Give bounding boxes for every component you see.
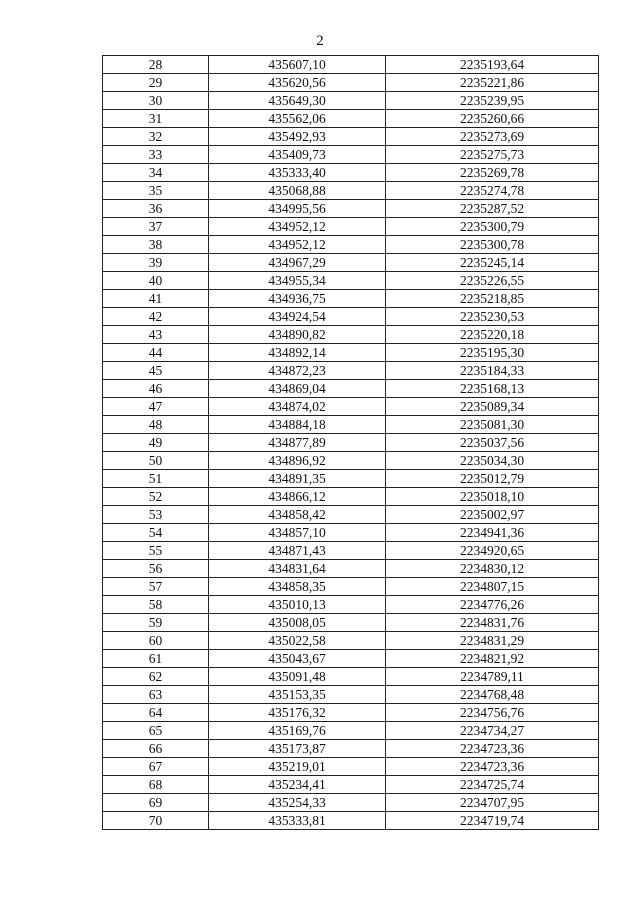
- x-coordinate-cell: 434890,82: [209, 326, 386, 344]
- table-row: [103, 524, 599, 542]
- point-number-cell: 45: [103, 362, 209, 380]
- x-coordinate-cell: 435176,32: [209, 704, 386, 722]
- point-number-cell: 53: [103, 506, 209, 524]
- x-coordinate-cell: 435492,93: [209, 128, 386, 146]
- y-coordinate-cell: 2234830,12: [386, 560, 599, 578]
- table-row: [103, 182, 599, 200]
- y-coordinate-cell: 2234831,29: [386, 632, 599, 650]
- table-row: [103, 506, 599, 524]
- x-coordinate-cell: 434874,02: [209, 398, 386, 416]
- point-number-cell: 54: [103, 524, 209, 542]
- y-coordinate-cell: 2235275,73: [386, 146, 599, 164]
- x-coordinate-cell: 435173,87: [209, 740, 386, 758]
- y-coordinate-cell: 2235193,64: [386, 56, 599, 74]
- y-coordinate-cell: 2235245,14: [386, 254, 599, 272]
- x-coordinate-cell: 434967,29: [209, 254, 386, 272]
- point-number-cell: 31: [103, 110, 209, 128]
- y-coordinate-cell: 2235260,66: [386, 110, 599, 128]
- point-number-cell: 34: [103, 164, 209, 182]
- x-coordinate-cell: 435620,56: [209, 74, 386, 92]
- table-row: [103, 74, 599, 92]
- point-number-cell: 49: [103, 434, 209, 452]
- table-row: [103, 128, 599, 146]
- point-number-cell: 47: [103, 398, 209, 416]
- y-coordinate-cell: 2235220,18: [386, 326, 599, 344]
- point-number-cell: 41: [103, 290, 209, 308]
- y-coordinate-cell: 2234776,26: [386, 596, 599, 614]
- table-row: [103, 668, 599, 686]
- coordinates-table-body: [103, 56, 599, 830]
- x-coordinate-cell: 435091,48: [209, 668, 386, 686]
- table-row: [103, 488, 599, 506]
- x-coordinate-cell: 434858,42: [209, 506, 386, 524]
- x-coordinate-cell: 435008,05: [209, 614, 386, 632]
- point-number-cell: 35: [103, 182, 209, 200]
- x-coordinate-cell: 434869,04: [209, 380, 386, 398]
- x-coordinate-cell: 434936,75: [209, 290, 386, 308]
- y-coordinate-cell: 2234821,92: [386, 650, 599, 668]
- y-coordinate-cell: 2234920,65: [386, 542, 599, 560]
- table-row: [103, 542, 599, 560]
- point-number-cell: 44: [103, 344, 209, 362]
- x-coordinate-cell: 435068,88: [209, 182, 386, 200]
- table-row: [103, 686, 599, 704]
- point-number-cell: 28: [103, 56, 209, 74]
- table-row: [103, 614, 599, 632]
- y-coordinate-cell: 2235089,34: [386, 398, 599, 416]
- table-row: [103, 380, 599, 398]
- point-number-cell: 37: [103, 218, 209, 236]
- x-coordinate-cell: 434892,14: [209, 344, 386, 362]
- x-coordinate-cell: 434896,92: [209, 452, 386, 470]
- y-coordinate-cell: 2234756,76: [386, 704, 599, 722]
- point-number-cell: 67: [103, 758, 209, 776]
- point-number-cell: 66: [103, 740, 209, 758]
- table-row: [103, 722, 599, 740]
- y-coordinate-cell: 2235037,56: [386, 434, 599, 452]
- y-coordinate-cell: 2235218,85: [386, 290, 599, 308]
- table-row: [103, 362, 599, 380]
- point-number-cell: 64: [103, 704, 209, 722]
- x-coordinate-cell: 434866,12: [209, 488, 386, 506]
- point-number-cell: 39: [103, 254, 209, 272]
- point-number-cell: 29: [103, 74, 209, 92]
- y-coordinate-cell: 2235184,33: [386, 362, 599, 380]
- point-number-cell: 58: [103, 596, 209, 614]
- x-coordinate-cell: 435153,35: [209, 686, 386, 704]
- table-row: [103, 398, 599, 416]
- point-number-cell: 50: [103, 452, 209, 470]
- x-coordinate-cell: 434995,56: [209, 200, 386, 218]
- point-number-cell: 43: [103, 326, 209, 344]
- point-number-cell: 69: [103, 794, 209, 812]
- point-number-cell: 63: [103, 686, 209, 704]
- y-coordinate-cell: 2234789,11: [386, 668, 599, 686]
- point-number-cell: 40: [103, 272, 209, 290]
- x-coordinate-cell: 434955,34: [209, 272, 386, 290]
- table-row: [103, 452, 599, 470]
- x-coordinate-cell: 435010,13: [209, 596, 386, 614]
- page-number: 2: [316, 33, 324, 49]
- y-coordinate-cell: 2234719,74: [386, 812, 599, 830]
- table-row: [103, 254, 599, 272]
- point-number-cell: 68: [103, 776, 209, 794]
- point-number-cell: 65: [103, 722, 209, 740]
- coordinates-table: [102, 55, 599, 830]
- y-coordinate-cell: 2235012,79: [386, 470, 599, 488]
- table-row: [103, 794, 599, 812]
- table-row: [103, 200, 599, 218]
- y-coordinate-cell: 2234768,48: [386, 686, 599, 704]
- table-row: [103, 218, 599, 236]
- table-row: [103, 704, 599, 722]
- point-number-cell: 70: [103, 812, 209, 830]
- y-coordinate-cell: 2235226,55: [386, 272, 599, 290]
- y-coordinate-cell: 2235034,30: [386, 452, 599, 470]
- table-row: [103, 164, 599, 182]
- x-coordinate-cell: 434884,18: [209, 416, 386, 434]
- y-coordinate-cell: 2234831,76: [386, 614, 599, 632]
- x-coordinate-cell: 435169,76: [209, 722, 386, 740]
- table-row: [103, 110, 599, 128]
- table-row: [103, 740, 599, 758]
- x-coordinate-cell: 434952,12: [209, 218, 386, 236]
- table-row: [103, 290, 599, 308]
- point-number-cell: 56: [103, 560, 209, 578]
- y-coordinate-cell: 2235287,52: [386, 200, 599, 218]
- point-number-cell: 61: [103, 650, 209, 668]
- table-row: [103, 632, 599, 650]
- table-row: [103, 650, 599, 668]
- table-row: [103, 272, 599, 290]
- point-number-cell: 51: [103, 470, 209, 488]
- point-number-cell: 48: [103, 416, 209, 434]
- table-row: [103, 596, 599, 614]
- x-coordinate-cell: 434857,10: [209, 524, 386, 542]
- x-coordinate-cell: 434891,35: [209, 470, 386, 488]
- point-number-cell: 57: [103, 578, 209, 596]
- point-number-cell: 36: [103, 200, 209, 218]
- x-coordinate-cell: 435234,41: [209, 776, 386, 794]
- point-number-cell: 60: [103, 632, 209, 650]
- y-coordinate-cell: 2235230,53: [386, 308, 599, 326]
- table-row: [103, 560, 599, 578]
- x-coordinate-cell: 434924,54: [209, 308, 386, 326]
- x-coordinate-cell: 435562,06: [209, 110, 386, 128]
- y-coordinate-cell: 2234725,74: [386, 776, 599, 794]
- table-row: [103, 758, 599, 776]
- y-coordinate-cell: 2235274,78: [386, 182, 599, 200]
- point-number-cell: 46: [103, 380, 209, 398]
- table-row: [103, 416, 599, 434]
- point-number-cell: 42: [103, 308, 209, 326]
- y-coordinate-cell: 2235239,95: [386, 92, 599, 110]
- y-coordinate-cell: 2235221,86: [386, 74, 599, 92]
- table-row: [103, 146, 599, 164]
- point-number-cell: 30: [103, 92, 209, 110]
- y-coordinate-cell: 2235300,79: [386, 218, 599, 236]
- y-coordinate-cell: 2235269,78: [386, 164, 599, 182]
- y-coordinate-cell: 2234941,36: [386, 524, 599, 542]
- x-coordinate-cell: 435043,67: [209, 650, 386, 668]
- y-coordinate-cell: 2234734,27: [386, 722, 599, 740]
- y-coordinate-cell: 2234707,95: [386, 794, 599, 812]
- x-coordinate-cell: 435409,73: [209, 146, 386, 164]
- table-row: [103, 326, 599, 344]
- y-coordinate-cell: 2235002,97: [386, 506, 599, 524]
- x-coordinate-cell: 435219,01: [209, 758, 386, 776]
- table-row: [103, 434, 599, 452]
- x-coordinate-cell: 435022,58: [209, 632, 386, 650]
- table-row: [103, 344, 599, 362]
- y-coordinate-cell: 2235168,13: [386, 380, 599, 398]
- x-coordinate-cell: 434831,64: [209, 560, 386, 578]
- x-coordinate-cell: 434877,89: [209, 434, 386, 452]
- table-row: [103, 56, 599, 74]
- x-coordinate-cell: 435254,33: [209, 794, 386, 812]
- point-number-cell: 38: [103, 236, 209, 254]
- point-number-cell: 55: [103, 542, 209, 560]
- y-coordinate-cell: 2234807,15: [386, 578, 599, 596]
- y-coordinate-cell: 2235300,78: [386, 236, 599, 254]
- y-coordinate-cell: 2235273,69: [386, 128, 599, 146]
- x-coordinate-cell: 434871,43: [209, 542, 386, 560]
- y-coordinate-cell: 2234723,36: [386, 740, 599, 758]
- table-row: [103, 92, 599, 110]
- y-coordinate-cell: 2235081,30: [386, 416, 599, 434]
- x-coordinate-cell: 434952,12: [209, 236, 386, 254]
- y-coordinate-cell: 2235018,10: [386, 488, 599, 506]
- table-row: [103, 578, 599, 596]
- table-row: [103, 776, 599, 794]
- x-coordinate-cell: 435607,10: [209, 56, 386, 74]
- point-number-cell: 33: [103, 146, 209, 164]
- point-number-cell: 59: [103, 614, 209, 632]
- y-coordinate-cell: 2235195,30: [386, 344, 599, 362]
- table-row: [103, 236, 599, 254]
- x-coordinate-cell: 435649,30: [209, 92, 386, 110]
- x-coordinate-cell: 434858,35: [209, 578, 386, 596]
- point-number-cell: 62: [103, 668, 209, 686]
- table-row: [103, 470, 599, 488]
- table-row: [103, 308, 599, 326]
- x-coordinate-cell: 435333,40: [209, 164, 386, 182]
- x-coordinate-cell: 434872,23: [209, 362, 386, 380]
- point-number-cell: 32: [103, 128, 209, 146]
- x-coordinate-cell: 435333,81: [209, 812, 386, 830]
- y-coordinate-cell: 2234723,36: [386, 758, 599, 776]
- table-row: [103, 812, 599, 830]
- point-number-cell: 52: [103, 488, 209, 506]
